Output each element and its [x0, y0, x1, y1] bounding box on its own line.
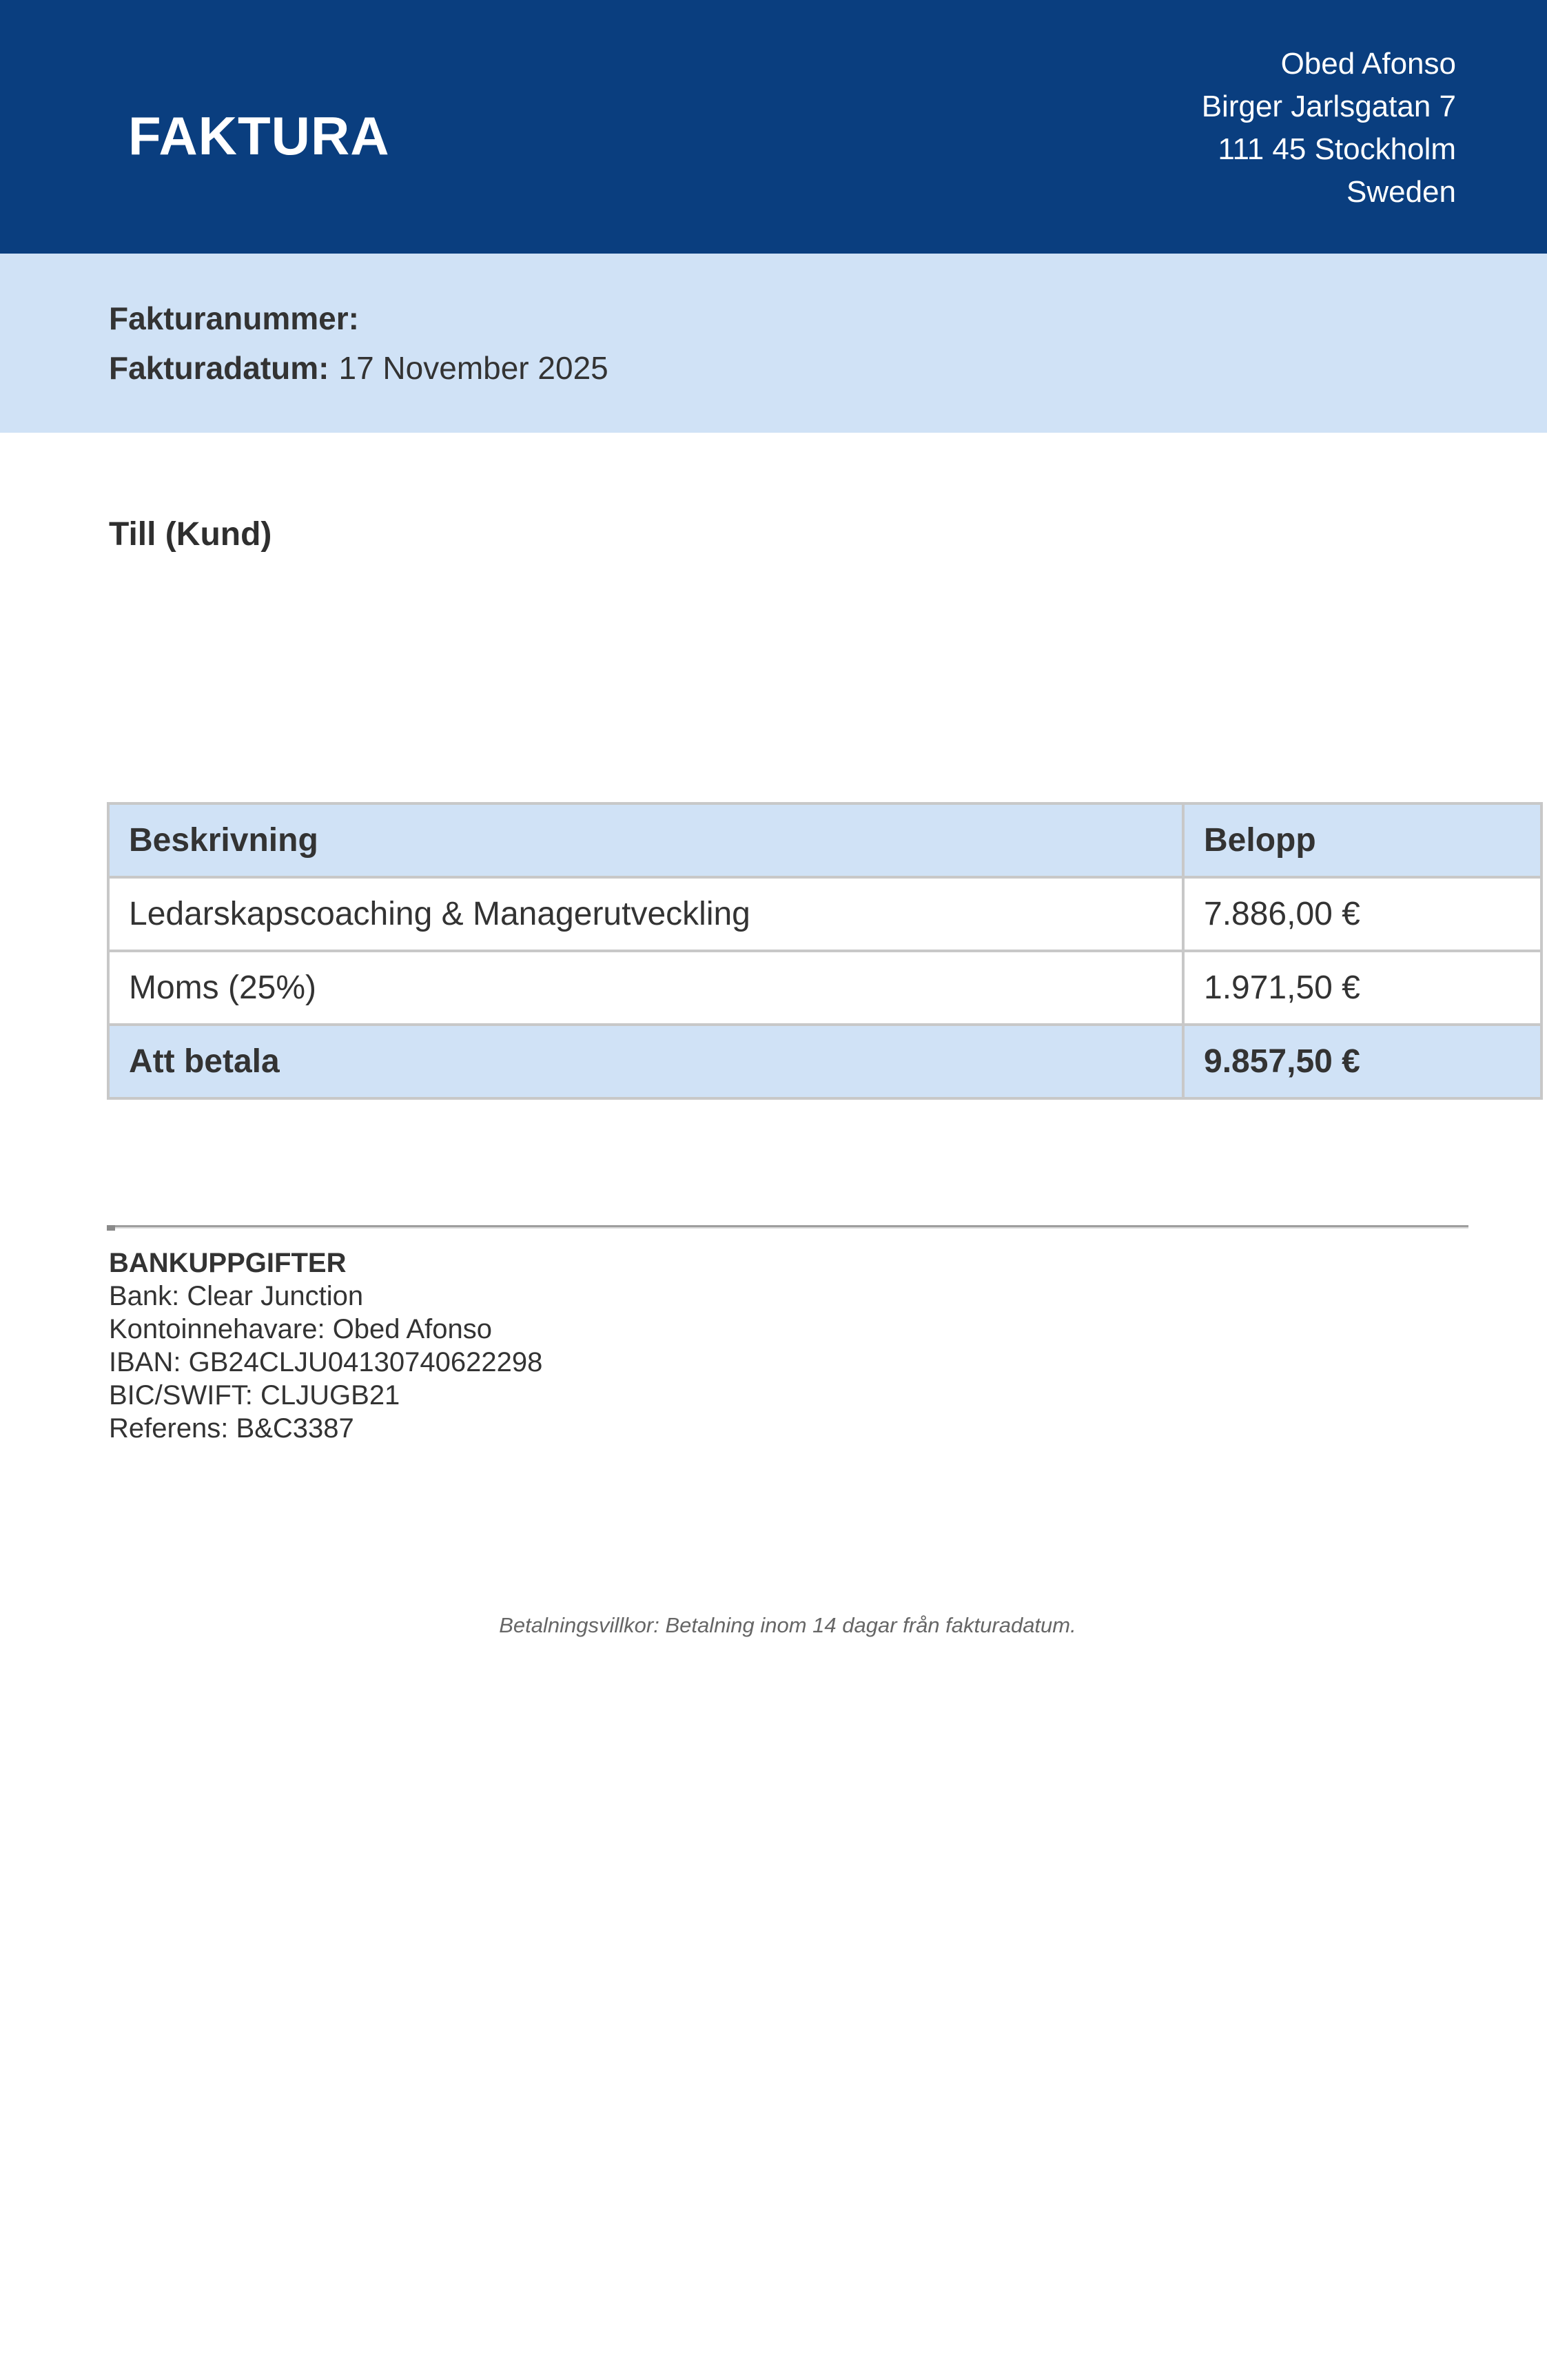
bic-swift-line: BIC/SWIFT: CLJUGB21 — [109, 1380, 400, 1410]
invoice-title: FAKTURA — [128, 105, 390, 166]
item-amount: 7.886,00 € — [1183, 877, 1541, 951]
table-row — [108, 877, 1541, 951]
sender-country: Sweden — [1346, 175, 1456, 209]
header-band — [0, 0, 1547, 254]
item-description: Ledarskapscoaching & Managerutveckling — [108, 877, 1183, 951]
invoice-date-label: Fakturadatum: — [109, 350, 329, 386]
invoice-number-label: Fakturanummer: — [109, 300, 359, 336]
total-label: Att betala — [108, 1025, 1183, 1098]
sender-postal-city: 111 45 Stockholm — [1218, 132, 1456, 166]
bank-details — [109, 1247, 1547, 1445]
account-holder-line: Kontoinnehavare: Obed Afonso — [109, 1314, 492, 1344]
invoice-date-line — [109, 343, 1547, 393]
sender-name: Obed Afonso — [1280, 47, 1456, 81]
vat-description: Moms (25%) — [108, 951, 1183, 1025]
column-header-amount: Belopp — [1183, 803, 1541, 877]
vat-amount: 1.971,50 € — [1183, 951, 1541, 1025]
table-row — [108, 951, 1541, 1025]
sender-address — [1202, 43, 1456, 214]
reference-line: Referens: B&C3387 — [109, 1413, 354, 1444]
table-header-row — [108, 803, 1541, 877]
sender-street: Birger Jarlsgatan 7 — [1201, 90, 1456, 123]
table-row-total — [108, 1025, 1541, 1098]
invoice-number-line — [109, 294, 1547, 343]
payment-terms: Betalningsvillkor: Betalning inom 14 dagar från fakturadatum. — [499, 1613, 1076, 1637]
iban-line: IBAN: GB24CLJU04130740622298 — [109, 1347, 543, 1377]
total-amount: 9.857,50 € — [1183, 1025, 1541, 1098]
section-divider — [107, 1225, 1468, 1229]
bank-name-line: Bank: Clear Junction — [109, 1281, 364, 1311]
invoice-date-value: 17 November 2025 — [338, 350, 608, 386]
items-table — [107, 802, 1543, 1100]
invoice-meta-band — [0, 254, 1547, 433]
customer-heading: Till (Kund) — [109, 516, 272, 553]
column-header-description: Beskrivning — [108, 803, 1183, 877]
bank-heading: BANKUPPGIFTER — [109, 1248, 347, 1278]
